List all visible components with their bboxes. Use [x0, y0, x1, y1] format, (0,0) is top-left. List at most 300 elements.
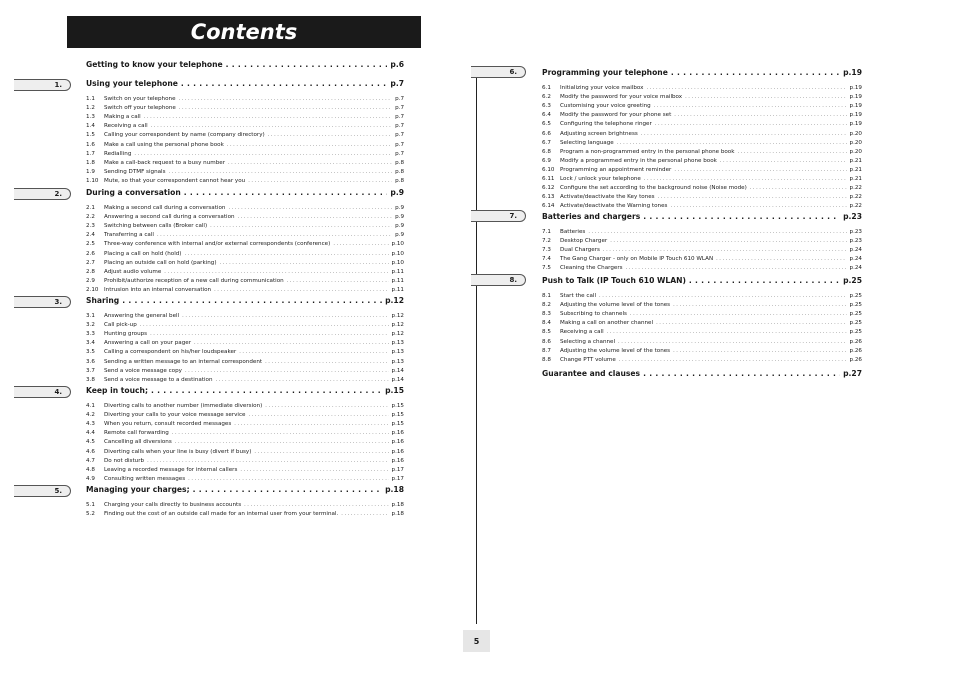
- entry-page: p.9: [395, 223, 404, 230]
- dot-leader: [671, 68, 840, 77]
- section-title: Using your telephone: [86, 79, 178, 88]
- entry-title: Calling your correspondent by name (company directory): [104, 132, 265, 139]
- entry-title: Diverting calls to another number (immediate diversion): [104, 403, 263, 409]
- outro-heading[interactable]: [542, 369, 862, 378]
- entry-title: Making a second call during a conversation: [104, 205, 226, 211]
- entry-number: 6.6: [542, 130, 551, 137]
- entry-title: Receiving a call: [560, 329, 604, 336]
- toc-entry[interactable]: [542, 158, 862, 164]
- entry-title: Cleaning the Chargers: [560, 265, 623, 272]
- dot-leader: [147, 458, 388, 464]
- entry-title: Modify a programmed entry in the personal phone book: [560, 157, 717, 164]
- toc-entry[interactable]: [86, 241, 404, 247]
- toc-entry[interactable]: [542, 94, 862, 100]
- toc-entry[interactable]: [542, 112, 862, 118]
- entry-number: 7.3: [542, 247, 551, 254]
- entry-page: p.20: [849, 139, 862, 146]
- entry-page: p.9: [395, 205, 404, 211]
- toc-entry[interactable]: [542, 121, 862, 127]
- section-heading[interactable]: [86, 188, 404, 197]
- entry-title: When you return, consult recorded messages: [104, 421, 232, 428]
- dot-leader: [157, 232, 392, 238]
- chapter-tab[interactable]: 4.: [14, 386, 71, 398]
- dot-leader: [720, 158, 847, 164]
- entry-page: p.26: [849, 338, 862, 345]
- entry-number: 4.1: [86, 403, 95, 409]
- toc-entry[interactable]: [86, 178, 404, 184]
- entry-title: Placing an outside call on hold (parking): [104, 259, 217, 266]
- dot-leader: [151, 123, 392, 129]
- toc-entry[interactable]: [542, 229, 862, 235]
- dot-leader: [626, 265, 847, 271]
- dot-leader: [210, 223, 392, 229]
- entry-title: Start the call: [560, 293, 597, 299]
- section-page: p.27: [843, 369, 862, 378]
- entry-page: p.21: [849, 157, 862, 164]
- chapter-tab[interactable]: 6.: [471, 66, 526, 78]
- entry-number: 1.3: [86, 114, 95, 121]
- toc-entry[interactable]: [86, 232, 404, 238]
- toc-entry[interactable]: [542, 311, 862, 317]
- entry-title: Placing a call on hold (hold): [104, 250, 182, 257]
- entry-title: Adjusting the volume level of the tones: [560, 347, 671, 354]
- section-page: p.9: [390, 188, 404, 197]
- toc-entry[interactable]: [86, 403, 404, 409]
- entry-number: 1.10: [86, 177, 99, 184]
- toc-entry[interactable]: [86, 151, 404, 157]
- entry-number: 2.3: [86, 223, 95, 230]
- entry-page: p.7: [395, 114, 404, 121]
- dot-leader: [641, 131, 847, 137]
- section-page: p.7: [390, 79, 404, 88]
- toc-entry[interactable]: [542, 329, 862, 335]
- entry-number: 2.8: [86, 268, 95, 275]
- dot-leader: [216, 377, 389, 383]
- dot-leader: [618, 339, 847, 345]
- entry-number: 6.1: [542, 85, 551, 91]
- entry-title: Do not disturb: [104, 457, 145, 464]
- dot-leader: [268, 132, 392, 138]
- toc-entry[interactable]: [86, 439, 404, 445]
- toc-entry[interactable]: [86, 269, 404, 275]
- entry-number: 3.4: [86, 340, 95, 347]
- entry-title: Answering a second call during a conversation: [104, 214, 235, 221]
- entry-title: Dual Chargers: [560, 247, 600, 254]
- entry-number: 2.9: [86, 277, 95, 284]
- toc-entry[interactable]: [542, 103, 862, 109]
- entry-number: 4.7: [86, 457, 95, 464]
- dot-leader: [169, 169, 393, 175]
- entry-number: 1.1: [86, 96, 95, 102]
- section-heading[interactable]: [542, 276, 862, 285]
- toc-entry[interactable]: [542, 293, 862, 299]
- chapter-tab[interactable]: 3.: [14, 296, 71, 308]
- entry-page: p.13: [391, 358, 404, 365]
- dot-leader: [179, 105, 392, 111]
- entry-title: Hunting groups: [104, 331, 148, 338]
- dot-leader: [248, 178, 392, 184]
- entry-page: p.26: [849, 356, 862, 363]
- dot-leader: [185, 368, 389, 374]
- entry-title: Transferring a call: [104, 232, 154, 239]
- dot-leader: [599, 293, 847, 299]
- entry-number: 8.4: [542, 320, 551, 327]
- entry-page: p.21: [849, 176, 862, 182]
- dot-leader: [619, 357, 847, 363]
- toc-entry[interactable]: [86, 105, 404, 111]
- entry-page: p.24: [849, 247, 862, 254]
- entry-number: 8.1: [542, 293, 551, 299]
- section-title: Push to Talk (IP Touch 610 WLAN): [542, 276, 686, 285]
- entry-title: Initializing your voice mailbox: [560, 85, 644, 91]
- section-heading[interactable]: [86, 79, 404, 88]
- entry-number: 7.1: [542, 229, 551, 235]
- entry-title: Mute, so that your correspondent cannot hear you: [104, 177, 246, 184]
- chapter-tab[interactable]: 5.: [14, 485, 71, 497]
- entry-page: p.19: [849, 121, 862, 128]
- toc-entry[interactable]: [86, 449, 404, 455]
- entry-page: p.18: [391, 511, 404, 518]
- dot-leader: [617, 140, 847, 146]
- toc-entry[interactable]: [542, 167, 862, 173]
- entry-title: Adjust audio volume: [104, 268, 162, 275]
- toc-entry[interactable]: [86, 331, 404, 337]
- entry-title: Cancelling all diversions: [104, 439, 172, 446]
- entry-page: p.19: [849, 85, 862, 91]
- toc-entry[interactable]: [542, 85, 862, 91]
- entry-page: p.14: [391, 376, 404, 383]
- entry-title: Make a call using the personal phone book: [104, 141, 224, 148]
- dot-leader: [685, 94, 846, 100]
- dot-leader: [182, 313, 388, 319]
- entry-number: 4.4: [86, 430, 95, 437]
- section-title: Programming your telephone: [542, 68, 668, 77]
- toc-entry[interactable]: [86, 260, 404, 266]
- entry-number: 4.2: [86, 412, 95, 419]
- toc-entry[interactable]: [86, 467, 404, 473]
- dot-leader: [674, 167, 846, 173]
- entry-page: p.19: [849, 103, 862, 110]
- section-page: p.6: [390, 60, 404, 69]
- toc-entry[interactable]: [86, 412, 404, 418]
- entry-number: 6.9: [542, 157, 551, 164]
- entry-number: 1.2: [86, 105, 95, 112]
- dot-leader: [172, 430, 389, 436]
- entry-page: p.12: [391, 331, 404, 338]
- entry-number: 3.6: [86, 358, 95, 365]
- section-page: p.18: [385, 485, 404, 494]
- dot-leader: [240, 467, 388, 473]
- dot-leader: [630, 311, 847, 317]
- entry-title: Making a call on another channel: [560, 320, 654, 327]
- dot-leader: [248, 412, 388, 418]
- entry-page: p.16: [391, 448, 404, 455]
- entry-page: p.12: [391, 322, 404, 329]
- entry-page: p.9: [395, 214, 404, 221]
- entry-title: Adjusting the volume level of the tones: [560, 302, 671, 309]
- entry-title: Configuring the telephone ringer: [560, 121, 652, 128]
- section-heading[interactable]: [86, 386, 404, 395]
- entry-title: Batteries: [560, 229, 586, 235]
- section-title: Guarantee and clauses: [542, 369, 641, 378]
- entry-page: p.25: [849, 311, 862, 318]
- entry-page: p.16: [391, 457, 404, 464]
- entry-title: Making a call: [104, 114, 141, 121]
- entry-number: 6.2: [542, 94, 551, 101]
- toc-entry[interactable]: [86, 476, 404, 482]
- entry-title: Lock / unlock your telephone: [560, 176, 641, 182]
- entry-title: Diverting calls when your line is busy (divert if busy): [104, 448, 252, 455]
- entry-number: 4.9: [86, 475, 95, 482]
- dot-leader: [188, 476, 388, 482]
- entry-number: 3.2: [86, 322, 95, 329]
- entry-page: p.18: [391, 502, 404, 508]
- section-page: p.15: [385, 386, 404, 395]
- entry-number: 5.1: [86, 502, 95, 508]
- entry-title: Send a voice message to a destination: [104, 376, 213, 383]
- dot-leader: [228, 205, 392, 211]
- toc-entry[interactable]: [86, 123, 404, 129]
- entry-title: Redialling: [104, 150, 132, 157]
- entry-number: 3.3: [86, 331, 95, 338]
- toc-entry[interactable]: [86, 359, 404, 365]
- toc-entry[interactable]: [542, 131, 862, 137]
- section-heading[interactable]: [86, 296, 404, 305]
- entry-number: 2.1: [86, 205, 95, 211]
- dot-leader: [607, 329, 847, 335]
- entry-page: p.24: [849, 265, 862, 272]
- entry-page: p.15: [391, 412, 404, 419]
- entry-number: 2.10: [86, 286, 99, 293]
- toc-entry[interactable]: [86, 340, 404, 346]
- dot-leader: [750, 185, 847, 191]
- entry-page: p.14: [391, 367, 404, 374]
- entry-title: Remote call forwarding: [104, 430, 169, 437]
- section-heading[interactable]: [542, 68, 862, 77]
- entry-number: 2.5: [86, 241, 95, 248]
- section-title: Getting to know your telephone: [86, 60, 223, 69]
- toc-entry[interactable]: [542, 149, 862, 155]
- toc-entry[interactable]: [542, 302, 862, 308]
- toc-entry[interactable]: [86, 421, 404, 427]
- toc-entry[interactable]: [86, 214, 404, 220]
- toc-entry[interactable]: [86, 251, 404, 257]
- entry-page: p.20: [849, 148, 862, 155]
- entry-title: Send a voice message copy: [104, 367, 182, 374]
- page-number: 5: [463, 630, 490, 652]
- entry-number: 7.4: [542, 256, 551, 263]
- dot-leader: [673, 302, 846, 308]
- page-divider: [476, 78, 477, 624]
- toc-entry[interactable]: [86, 322, 404, 328]
- dot-leader: [265, 359, 388, 365]
- toc-entry[interactable]: [86, 502, 404, 508]
- dot-leader: [654, 103, 847, 109]
- dot-leader: [184, 188, 388, 197]
- entry-title: Leaving a recorded message for internal callers: [104, 466, 238, 473]
- dot-leader: [644, 176, 847, 182]
- entry-title: Modify the password for your phone set: [560, 112, 672, 119]
- toc-entry[interactable]: [542, 339, 862, 345]
- entry-number: 2.4: [86, 232, 95, 239]
- dot-leader: [234, 421, 388, 427]
- entry-page: p.7: [395, 150, 404, 157]
- dot-leader: [658, 194, 847, 200]
- toc-entry[interactable]: [86, 114, 404, 120]
- toc-entry[interactable]: [86, 223, 404, 229]
- dot-leader: [689, 276, 840, 285]
- dot-leader: [194, 340, 389, 346]
- entry-title: Answering a call on your pager: [104, 340, 191, 347]
- toc-entry[interactable]: [86, 160, 404, 166]
- toc-entry[interactable]: [542, 185, 862, 191]
- chapter-tab[interactable]: 1.: [14, 79, 71, 91]
- dot-leader: [179, 96, 393, 102]
- toc-entry[interactable]: [86, 430, 404, 436]
- dot-leader: [122, 296, 382, 305]
- entry-page: p.22: [849, 203, 862, 210]
- dot-leader: [164, 269, 388, 275]
- entry-title: Receiving a call: [104, 123, 148, 130]
- entry-title: The Gang Charger - only on Mobile IP Touch 610 WLAN: [560, 256, 714, 263]
- entry-title: Selecting language: [560, 139, 614, 146]
- chapter-tab[interactable]: 8.: [471, 274, 526, 286]
- entry-number: 1.7: [86, 150, 95, 157]
- entry-page: p.22: [849, 194, 862, 201]
- entry-title: Adjusting screen brightness: [560, 130, 638, 137]
- toc-entry[interactable]: [542, 357, 862, 363]
- toc-entry[interactable]: [86, 377, 404, 383]
- entry-page: p.10: [391, 241, 404, 248]
- section-title: Managing your charges;: [86, 485, 190, 494]
- toc-entry[interactable]: [86, 349, 404, 355]
- entry-page: p.20: [849, 130, 862, 137]
- entry-page: p.19: [849, 94, 862, 101]
- dot-leader: [144, 114, 392, 120]
- section-heading[interactable]: [542, 212, 862, 221]
- dot-leader: [214, 287, 388, 293]
- entry-page: p.13: [391, 349, 404, 356]
- toc-entry[interactable]: [86, 132, 404, 138]
- entry-number: 2.2: [86, 214, 95, 221]
- toc-entry[interactable]: [542, 140, 862, 146]
- toc-entry[interactable]: [86, 142, 404, 148]
- entry-number: 6.10: [542, 166, 555, 173]
- toc-entry[interactable]: [542, 320, 862, 326]
- entry-number: 3.1: [86, 313, 95, 319]
- toc-entry[interactable]: [86, 313, 404, 319]
- section-page: p.25: [843, 276, 862, 285]
- entry-page: p.8: [395, 159, 404, 166]
- section-page: p.19: [843, 68, 862, 77]
- entry-number: 5.2: [86, 511, 95, 518]
- entry-title: Configure the set according to the background noise (Noise mode): [560, 185, 747, 192]
- dot-leader: [655, 121, 847, 127]
- toc-entry[interactable]: [542, 256, 862, 262]
- toc-entry[interactable]: [542, 203, 862, 209]
- toc-entry[interactable]: [86, 169, 404, 175]
- section-title: Sharing: [86, 296, 120, 305]
- toc-entry[interactable]: [542, 247, 862, 253]
- toc-entry[interactable]: [86, 205, 404, 211]
- contents-title-bar: [67, 16, 421, 48]
- dot-leader: [674, 112, 846, 118]
- entry-page: p.23: [849, 238, 862, 245]
- intro-heading[interactable]: [86, 60, 404, 69]
- toc-entry[interactable]: [86, 278, 404, 284]
- dot-leader: [603, 247, 847, 253]
- entry-page: p.19: [849, 112, 862, 119]
- toc-entry[interactable]: [542, 176, 862, 182]
- entry-title: Activate/deactivate the Key tones: [560, 194, 655, 201]
- entry-title: Selecting a channel: [560, 338, 616, 345]
- section-title: Keep in touch;: [86, 386, 148, 395]
- entry-number: 6.7: [542, 139, 551, 146]
- entry-number: 1.6: [86, 141, 95, 148]
- entry-number: 6.5: [542, 121, 551, 128]
- toc-entry[interactable]: [542, 348, 862, 354]
- entry-title: Switching between calls (Broker call): [104, 223, 208, 230]
- dot-leader: [643, 212, 840, 221]
- dot-leader: [220, 260, 389, 266]
- dot-leader: [175, 439, 389, 445]
- entry-title: Change PTT volume: [560, 356, 616, 363]
- entry-number: 7.2: [542, 238, 551, 245]
- entry-title: Activate/deactivate the Warning tones: [560, 203, 668, 210]
- dot-leader: [737, 149, 846, 155]
- toc-entry[interactable]: [542, 265, 862, 271]
- entry-page: p.9: [395, 232, 404, 239]
- entry-page: p.23: [849, 229, 862, 235]
- toc-entry[interactable]: [86, 458, 404, 464]
- entry-page: p.16: [391, 430, 404, 437]
- entry-number: 1.5: [86, 132, 95, 139]
- entry-title: Diverting your calls to your voice message service: [104, 412, 246, 419]
- toc-entry[interactable]: [86, 287, 404, 293]
- entry-title: Consulting written messages: [104, 475, 186, 482]
- entry-page: p.11: [391, 277, 404, 284]
- entry-page: p.10: [391, 250, 404, 257]
- dot-leader: [227, 142, 392, 148]
- entry-title: Answering the general bell: [104, 313, 180, 319]
- entry-title: Call pick-up: [104, 322, 137, 329]
- entry-page: p.8: [395, 168, 404, 175]
- chapter-tab[interactable]: 2.: [14, 188, 71, 200]
- entry-title: Switch off your telephone: [104, 105, 176, 112]
- entry-page: p.12: [391, 313, 404, 319]
- toc-entry[interactable]: [86, 368, 404, 374]
- entry-title: Modify the password for your voice mailbox: [560, 94, 683, 101]
- entry-title: Switch on your telephone: [104, 96, 176, 102]
- dot-leader: [588, 229, 846, 235]
- entry-page: p.21: [849, 166, 862, 173]
- toc-entry[interactable]: [542, 194, 862, 200]
- entry-number: 8.2: [542, 302, 551, 309]
- dot-leader: [341, 511, 388, 517]
- dot-leader: [333, 241, 388, 247]
- entry-page: p.11: [391, 286, 404, 293]
- entry-number: 1.8: [86, 159, 95, 166]
- chapter-tab[interactable]: 7.: [471, 210, 526, 222]
- dot-leader: [254, 449, 388, 455]
- toc-entry[interactable]: [542, 238, 862, 244]
- toc-entry[interactable]: [86, 511, 404, 517]
- section-heading[interactable]: [86, 485, 404, 494]
- dot-leader: [646, 85, 846, 91]
- toc-entry[interactable]: [86, 96, 404, 102]
- entry-number: 3.8: [86, 376, 95, 383]
- entry-page: p.7: [395, 123, 404, 130]
